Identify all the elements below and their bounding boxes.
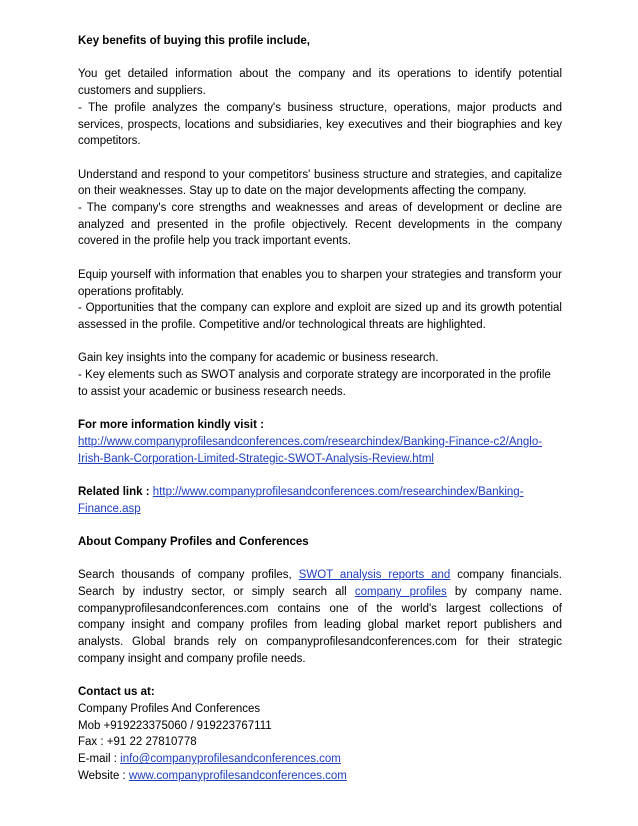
benefit-3-line-2: - Opportunities that the company can explore and exploit are sized up and its growth potential assessed in the profile. Competitive and/or technological threats are highlighted. — [78, 302, 562, 331]
email-link[interactable]: info@companyprofilesandconferences.com — [120, 753, 341, 766]
about-text-a: Search thousands of company profiles, — [78, 569, 299, 582]
benefit-1-line-1: You get detailed information about the company and its operations to identify potential customers and suppliers. — [78, 68, 562, 98]
company-profiles-link[interactable]: company profiles — [354, 586, 447, 599]
more-info-url-line-2[interactable]: Irish-Bank-Corporation-Limited-Strategic-SWOT-Analysis-Review.html — [78, 452, 434, 465]
related-link — [78, 484, 562, 517]
related-url-line-2[interactable]: Finance.asp — [78, 502, 141, 515]
benefit-2-line-1: Understand and respond to your competitors' business structure and strategies, and capitalize on their weaknesses. Stay up to date on the major developments affecting the company. — [78, 168, 562, 198]
document-page — [78, 33, 562, 785]
website-label: Website : — [78, 769, 129, 782]
about-text-b: company financials. Search by industry sector, or simply search all — [78, 569, 562, 599]
contact-fax: Fax : +91 22 27810778 — [78, 736, 197, 749]
benefit-2-line-2: - The company's core strengths and weaknesses and areas of development or decline are analyzed and presented in the profile objectively. Recent developments in the company covered in the profile help you track important events. — [78, 202, 562, 248]
benefit-3-line-1: Equip yourself with information that enables you to sharpen your strategies and transform your operations profitably. — [78, 268, 562, 298]
email-label: E-mail : — [78, 753, 121, 766]
about-paragraph — [78, 567, 562, 667]
benefits-heading: Key benefits of buying this profile include, — [78, 35, 310, 47]
benefit-1-line-2: - The profile analyzes the company's business structure, operations, major products and services, prospects, locations and subsidiaries, key executives and their biographies and key competitors. — [78, 101, 562, 148]
related-url-line-1[interactable]: http://www.companyprofilesandconferences.com/researchindex/Banking- — [152, 485, 524, 498]
contact-mobile: Mob +919223375060 / 919223767111 — [78, 719, 272, 732]
contact-company: Company Profiles And Conferences — [78, 702, 261, 715]
swot-reports-link[interactable]: SWOT analysis reports and — [298, 569, 451, 582]
contact-website — [78, 768, 562, 785]
benefit-4-line-2: - Key elements such as SWOT analysis and corporate strategy are incorporated in the profile to assist your academic or business research needs. — [78, 369, 551, 398]
related-link-label: Related link : — [78, 485, 150, 498]
contact-heading: Contact us at: — [78, 686, 155, 699]
about-heading: About Company Profiles and Conferences — [78, 535, 309, 548]
more-info-link[interactable] — [78, 434, 562, 467]
more-info-label: For more information kindly visit : — [78, 419, 264, 432]
more-info-url-line-1[interactable]: http://www.companyprofilesandconferences.com/researchindex/Banking-Finance-c2/Anglo- — [78, 435, 543, 448]
benefit-4-line-1: Gain key insights into the company for academic or business research. — [78, 352, 439, 365]
website-link[interactable]: www.companyprofilesandconferences.com — [128, 769, 347, 782]
about-text-c: by company name. companyprofilesandconferences.com contains one of the world's largest collections of company insight and company profiles from leading global market report publishers and analysts. Global brands rely on companyprofilesandconferences.com for their strategic company insight and company profile needs. — [78, 586, 562, 665]
contact-email — [78, 751, 562, 768]
